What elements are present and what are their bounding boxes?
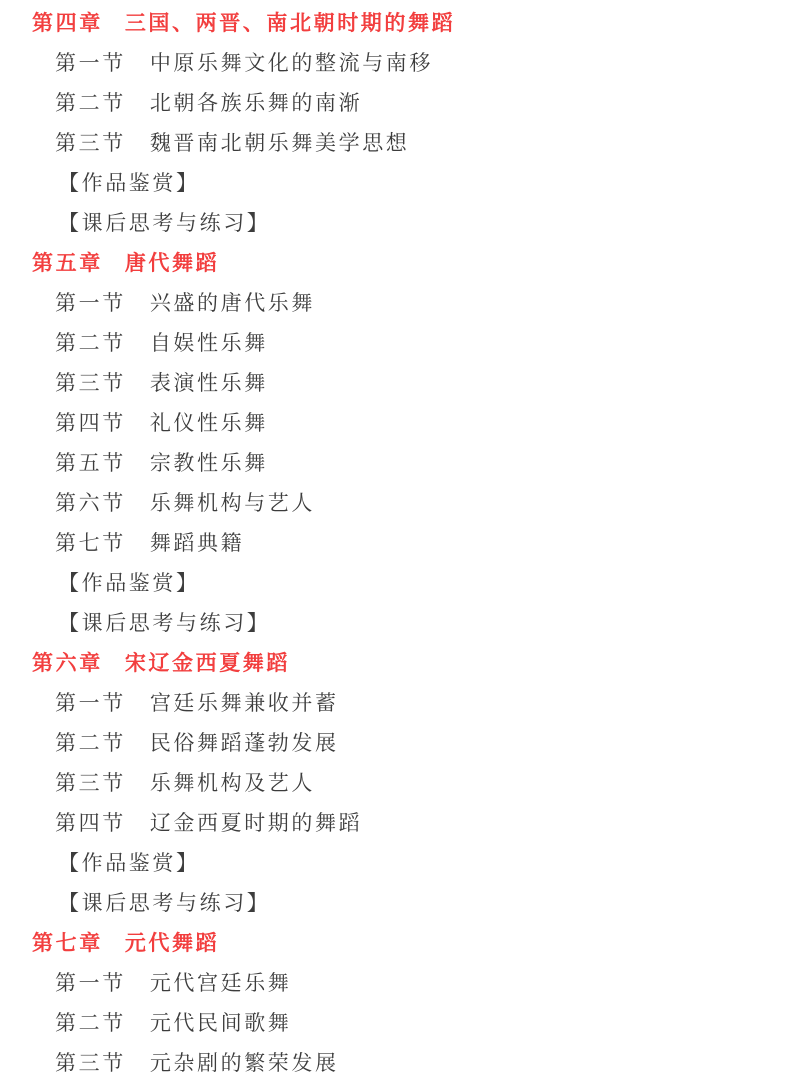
chapter-heading bbox=[32, 242, 790, 282]
chapter-number: 第五章 bbox=[32, 252, 103, 275]
section-number: 第二节 bbox=[55, 332, 126, 355]
section-entry bbox=[55, 762, 790, 802]
section-entry bbox=[55, 682, 790, 722]
section-title: 元代民间歌舞 bbox=[149, 1012, 292, 1035]
section-entry bbox=[55, 282, 790, 322]
section-title: 元代宫廷乐舞 bbox=[149, 972, 292, 995]
section-number: 第三节 bbox=[55, 772, 126, 795]
section-entry bbox=[55, 482, 790, 522]
section-title: 自娱性乐舞 bbox=[149, 332, 268, 355]
chapter-extra-entry bbox=[58, 842, 790, 882]
section-number: 第二节 bbox=[55, 92, 126, 115]
section-number: 第四节 bbox=[55, 812, 126, 835]
section-title: 北朝各族乐舞的南渐 bbox=[149, 92, 363, 115]
section-entry bbox=[55, 322, 790, 362]
chapter-number: 第七章 bbox=[32, 932, 103, 955]
chapter-extra-entry bbox=[58, 882, 790, 922]
extra-label: 【作品鉴赏】 bbox=[58, 852, 200, 875]
chapter-extra-entry bbox=[58, 562, 790, 602]
section-title: 乐舞机构与艺人 bbox=[149, 492, 316, 515]
section-number: 第三节 bbox=[55, 1052, 126, 1075]
section-number: 第三节 bbox=[55, 132, 126, 155]
section-number: 第二节 bbox=[55, 1012, 126, 1035]
chapter-title: 唐代舞蹈 bbox=[124, 252, 220, 275]
section-number: 第一节 bbox=[55, 52, 126, 75]
section-title: 宫廷乐舞兼收并蓄 bbox=[149, 692, 339, 715]
section-entry bbox=[55, 1002, 790, 1042]
extra-label: 【课后思考与练习】 bbox=[58, 612, 271, 635]
section-entry bbox=[55, 362, 790, 402]
section-entry bbox=[55, 722, 790, 762]
chapter-extra-entry bbox=[58, 162, 790, 202]
chapter-title: 三国、两晋、南北朝时期的舞蹈 bbox=[124, 12, 456, 35]
section-entry bbox=[55, 402, 790, 442]
section-title: 魏晋南北朝乐舞美学思想 bbox=[149, 132, 410, 155]
section-title: 宗教性乐舞 bbox=[149, 452, 268, 475]
section-number: 第五节 bbox=[55, 452, 126, 475]
section-number: 第四节 bbox=[55, 412, 126, 435]
section-title: 乐舞机构及艺人 bbox=[149, 772, 316, 795]
section-number: 第六节 bbox=[55, 492, 126, 515]
chapter-heading bbox=[32, 2, 790, 42]
section-number: 第一节 bbox=[55, 692, 126, 715]
section-number: 第三节 bbox=[55, 372, 126, 395]
section-title: 辽金西夏时期的舞蹈 bbox=[149, 812, 363, 835]
chapter-heading bbox=[32, 642, 790, 682]
section-entry bbox=[55, 42, 790, 82]
extra-label: 【作品鉴赏】 bbox=[58, 572, 200, 595]
section-title: 民俗舞蹈蓬勃发展 bbox=[149, 732, 339, 755]
chapter-title: 元代舞蹈 bbox=[124, 932, 220, 955]
chapter-heading bbox=[32, 922, 790, 962]
section-entry bbox=[55, 442, 790, 482]
section-title: 舞蹈典籍 bbox=[149, 532, 245, 555]
section-entry bbox=[55, 122, 790, 162]
section-entry bbox=[55, 82, 790, 122]
section-title: 中原乐舞文化的整流与南移 bbox=[149, 52, 434, 75]
section-title: 兴盛的唐代乐舞 bbox=[149, 292, 316, 315]
section-entry bbox=[55, 1042, 790, 1082]
section-number: 第一节 bbox=[55, 972, 126, 995]
section-title: 表演性乐舞 bbox=[149, 372, 268, 395]
section-number: 第一节 bbox=[55, 292, 126, 315]
extra-label: 【课后思考与练习】 bbox=[58, 212, 271, 235]
section-entry bbox=[55, 962, 790, 1002]
section-number: 第二节 bbox=[55, 732, 126, 755]
section-entry bbox=[55, 522, 790, 562]
section-number: 第七节 bbox=[55, 532, 126, 555]
chapter-extra-entry bbox=[58, 602, 790, 642]
chapter-number: 第四章 bbox=[32, 12, 103, 35]
chapter-extra-entry bbox=[58, 202, 790, 242]
section-entry bbox=[55, 802, 790, 842]
extra-label: 【作品鉴赏】 bbox=[58, 172, 200, 195]
section-title: 元杂剧的繁荣发展 bbox=[149, 1052, 339, 1075]
extra-label: 【课后思考与练习】 bbox=[58, 892, 271, 915]
section-title: 礼仪性乐舞 bbox=[149, 412, 268, 435]
chapter-number: 第六章 bbox=[32, 652, 103, 675]
chapter-title: 宋辽金西夏舞蹈 bbox=[124, 652, 291, 675]
